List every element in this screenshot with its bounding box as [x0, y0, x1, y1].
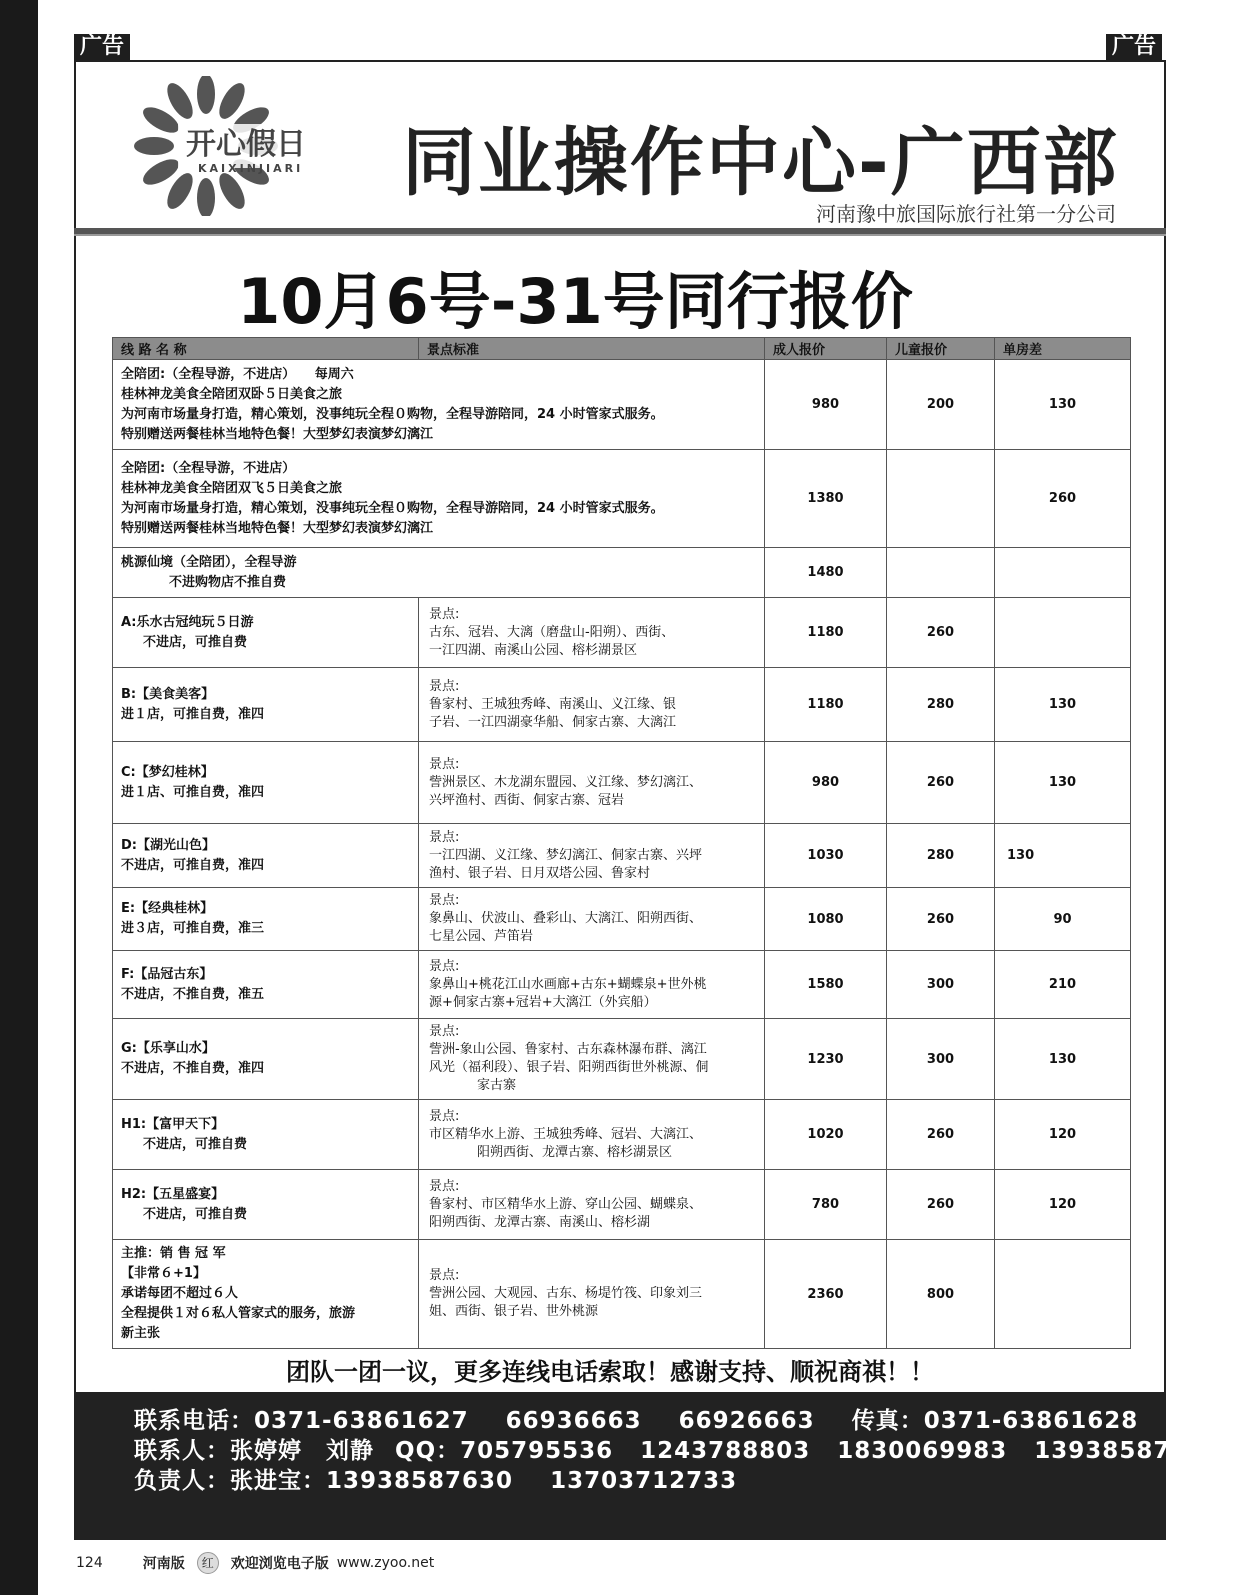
scenic-line: 象鼻山、伏波山、叠彩山、大漓江、阳朔西街、 — [429, 911, 703, 926]
scenic-line: 风光（福利段）、银子岩、阳朔西街世外桃源、侗 — [429, 1060, 709, 1075]
scenic-cell — [419, 668, 765, 742]
route-line: 进１店、可推自费，准四 — [121, 784, 265, 800]
manager: 负责人：张进宝：13938587630 — [134, 1468, 514, 1494]
route-line: 桂林神龙美食全陪团双飞５日美食之旅 — [121, 480, 343, 496]
route-line: E:【经典桂林】 — [121, 901, 214, 916]
phone-3: 66926663 — [678, 1408, 815, 1434]
scenic-cell — [419, 1170, 765, 1240]
page-footer — [76, 1552, 434, 1574]
adult-price: 1380 — [765, 450, 887, 548]
kaixinjiari-logo — [116, 76, 376, 216]
scenic-cell — [419, 951, 765, 1019]
scenic-line: 子岩、一江四湖豪华船、侗家古寨、大漓江 — [429, 714, 677, 730]
adult-price: 1080 — [765, 888, 887, 951]
scenic-line: 景点: — [429, 606, 460, 622]
scenic-cell — [419, 888, 765, 951]
child-price: 300 — [887, 951, 995, 1019]
route-line: F:【品冠古东】 — [121, 966, 213, 982]
table-row — [113, 668, 1131, 742]
qq-1: QQ：705795536 — [395, 1438, 614, 1464]
table-row — [113, 1240, 1131, 1349]
contact-persons: 联系人：张婷婷 刘静 — [134, 1438, 374, 1464]
scenic-cell — [419, 598, 765, 668]
route-line: 不进店，可推自费，准四 — [121, 857, 265, 873]
child-price: 800 — [887, 1240, 995, 1349]
header-scenic: 景点标准 — [419, 338, 765, 360]
contact-person-line — [134, 1436, 1222, 1466]
child-price: 260 — [887, 1100, 995, 1170]
manager-phone-2: 13703712733 — [550, 1468, 738, 1494]
scenic-line: 訾洲公园、大观园、古东、杨堤竹筏、印象刘三 — [429, 1286, 703, 1301]
single-supplement: 130 — [995, 824, 1131, 888]
table-row — [113, 1019, 1131, 1100]
ad-tag-left: 广告 — [74, 34, 130, 60]
route-line: 全陪团:（全程导游，不进店） 每周六 — [121, 366, 354, 382]
route-cell — [113, 824, 419, 888]
scenic-line: 七星公园、芦笛岩 — [429, 929, 534, 944]
scenic-line: 景点: — [429, 1268, 460, 1283]
scenic-line: 景点: — [429, 829, 460, 845]
route-line: 【非常６+1】 — [121, 1266, 206, 1281]
adult-price: 780 — [765, 1170, 887, 1240]
scenic-line: 鲁家村、王城独秀峰、南溪山、义江缘、银 — [429, 696, 677, 712]
single-supplement: 120 — [995, 1100, 1131, 1170]
adult-price: 1230 — [765, 1019, 887, 1100]
table-row — [113, 824, 1131, 888]
ad-tag-right: 广告 — [1106, 34, 1162, 60]
contact-block — [74, 1392, 1222, 1540]
single-supplement: 130 — [995, 360, 1131, 450]
table-row — [113, 450, 1131, 548]
route-line: B:【美食美客】 — [121, 686, 215, 702]
table-row — [113, 1170, 1131, 1240]
route-line: D:【湖光山色】 — [121, 837, 215, 853]
route-line: 为河南市场量身打造，精心策划，没事纯玩全程０购物，全程导游陪同，24 小时管家式服务。 — [121, 406, 664, 422]
qq-3: 1830069983 — [837, 1438, 1008, 1464]
child-price: 280 — [887, 668, 995, 742]
scenic-cell — [419, 1100, 765, 1170]
contact-phone-line — [134, 1406, 1166, 1436]
route-line: 新主张 — [121, 1326, 161, 1341]
route-line: 不进店，不推自费，准四 — [121, 1061, 265, 1076]
child-price: 200 — [887, 360, 995, 450]
page-number: 124 — [76, 1555, 103, 1571]
adult-price: 1180 — [765, 668, 887, 742]
slogan: 团队一团一议，更多连线电话索取！感谢支持、顺祝商祺！！ — [286, 1358, 934, 1386]
table-row — [113, 951, 1131, 1019]
header-adult: 成人报价 — [765, 338, 887, 360]
child-price: 260 — [887, 1170, 995, 1240]
route-cell — [113, 1019, 419, 1100]
route-line: 不进购物店不推自费 — [169, 574, 287, 590]
route-line: 为河南市场量身打造，精心策划，没事纯玩全程０购物，全程导游陪同，24 小时管家式服务。 — [121, 500, 664, 516]
table-header-row — [113, 338, 1131, 360]
scenic-line: 古东、冠岩、大漓（磨盘山-阳朔）、西街、 — [429, 624, 675, 640]
route-cell — [113, 1170, 419, 1240]
single-supplement: 260 — [995, 450, 1131, 548]
single-supplement — [995, 1240, 1131, 1349]
scenic-line: 景点: — [429, 893, 460, 908]
route-line: 主推：销 售 冠 军 — [121, 1246, 226, 1261]
table-row — [113, 742, 1131, 824]
phone-2: 66936663 — [505, 1408, 642, 1434]
route-cell — [113, 742, 419, 824]
route-cell — [113, 548, 765, 598]
scenic-line: 象鼻山+桃花江山水画廊+古东+蝴蝶泉+世外桃 — [429, 976, 707, 992]
route-cell — [113, 951, 419, 1019]
route-line: 进１店，可推自费，准四 — [121, 706, 265, 722]
table-row — [113, 1100, 1131, 1170]
single-supplement: 120 — [995, 1170, 1131, 1240]
child-price — [887, 548, 995, 598]
scenic-line: 景点: — [429, 756, 460, 772]
route-cell — [113, 888, 419, 951]
logo-en-text: KAIXINJIARI — [198, 162, 304, 175]
single-supplement: 130 — [995, 742, 1131, 824]
single-supplement: 130 — [995, 1019, 1131, 1100]
scenic-line: 鲁家村、市区精华水上游、穿山公园、蝴蝶泉、 — [429, 1196, 703, 1212]
route-line: 进３店，可推自费，准三 — [121, 921, 265, 936]
adult-price: 1030 — [765, 824, 887, 888]
single-supplement: 130 — [995, 668, 1131, 742]
header-single: 单房差 — [995, 338, 1131, 360]
fax: 传真：0371-63861628 — [851, 1408, 1139, 1434]
scenic-line: 源+侗家古寨+冠岩+大漓江（外宾船） — [429, 994, 657, 1010]
scenic-line: 景点: — [429, 958, 460, 974]
main-title: 同业操作中心-广西部 — [402, 120, 1119, 206]
route-line: 不进店，可推自费 — [143, 634, 248, 650]
adult-price: 980 — [765, 742, 887, 824]
scenic-line: 阳朔西街、龙潭古寨、榕杉湖景区 — [477, 1144, 673, 1160]
qq-2: 1243788803 — [640, 1438, 811, 1464]
scenic-line: 景点: — [429, 1108, 460, 1124]
route-cell — [113, 1240, 419, 1349]
route-line: 桂林神龙美食全陪团双卧５日美食之旅 — [121, 386, 343, 402]
child-price: 260 — [887, 888, 995, 951]
phone-main: 联系电话：0371-63861627 — [134, 1408, 469, 1434]
header-route: 线 路 名 称 — [113, 338, 419, 360]
scenic-cell — [419, 824, 765, 888]
edition-badge: 红 — [197, 1552, 219, 1574]
table-row — [113, 888, 1131, 951]
scenic-line: 景点: — [429, 1178, 460, 1194]
route-line: 桃源仙境（全陪团），全程导游 — [121, 554, 297, 570]
route-line: 承诺每团不超过６人 — [121, 1286, 239, 1301]
route-line: 不进店，不推自费，准五 — [121, 986, 265, 1002]
scenic-line: 家古寨 — [477, 1078, 517, 1093]
route-line: 全陪团:（全程导游，不进店） — [121, 460, 296, 476]
route-cell — [113, 1100, 419, 1170]
edition-label: 河南版 — [142, 1556, 185, 1572]
route-cell — [113, 450, 765, 548]
route-line: A:乐水古冠纯玩５日游 — [121, 614, 254, 630]
scenic-line: 阳朔西街、龙潭古寨、南溪山、榕杉湖 — [429, 1214, 651, 1230]
scenic-line: 訾洲-象山公园、鲁家村、古东森林瀑布群、漓江 — [429, 1042, 707, 1057]
single-supplement: 90 — [995, 888, 1131, 951]
scenic-line: 姐、西街、银子岩、世外桃源 — [429, 1304, 599, 1319]
child-price: 260 — [887, 742, 995, 824]
ad-header — [76, 62, 1164, 230]
adult-price: 1020 — [765, 1100, 887, 1170]
route-line: H1:【富甲天下】 — [121, 1116, 225, 1132]
scenic-line: 景点: — [429, 678, 460, 694]
single-supplement — [995, 548, 1131, 598]
scenic-line: 訾洲景区、木龙湖东盟园、义江缘、梦幻漓江、 — [429, 774, 703, 790]
subcompany-name: 河南豫中旅国际旅行社第一分公司 — [816, 202, 1116, 226]
header-child: 儿童报价 — [887, 338, 995, 360]
contact-manager-line — [134, 1466, 1166, 1496]
route-line: H2:【五星盛宴】 — [121, 1186, 225, 1202]
header-divider — [74, 228, 1166, 236]
scenic-line: 景点: — [429, 1024, 460, 1039]
single-supplement: 210 — [995, 951, 1131, 1019]
period-title: 10月6号-31号同行报价 — [237, 265, 913, 338]
child-price: 300 — [887, 1019, 995, 1100]
route-line: G:【乐享山水】 — [121, 1041, 215, 1056]
route-line: 全程提供１对６私人管家式的服务，旅游 — [121, 1306, 356, 1321]
left-edge-strip — [0, 0, 38, 1595]
scenic-cell — [419, 1019, 765, 1100]
route-line: 不进店，可推自费 — [143, 1206, 248, 1222]
scenic-line: 一江四湖、义江缘、梦幻漓江、侗家古寨、兴坪 — [429, 847, 703, 863]
route-cell — [113, 360, 765, 450]
route-line: 不进店，可推自费 — [143, 1136, 248, 1152]
qq-4: 13938587630 — [1034, 1438, 1222, 1464]
table-row — [113, 548, 1131, 598]
child-price: 280 — [887, 824, 995, 888]
child-price: 260 — [887, 598, 995, 668]
route-line: C:【梦幻桂林】 — [121, 764, 214, 780]
table-row — [113, 360, 1131, 450]
adult-price: 1180 — [765, 598, 887, 668]
scenic-line: 兴坪渔村、西街、侗家古寨、冠岩 — [429, 792, 625, 808]
price-table — [112, 337, 1131, 1349]
child-price — [887, 450, 995, 548]
route-cell — [113, 598, 419, 668]
scenic-cell — [419, 742, 765, 824]
adult-price: 2360 — [765, 1240, 887, 1349]
scenic-line: 一江四湖、南溪山公园、榕杉湖景区 — [429, 642, 638, 658]
welcome-text: 欢迎浏览电子版 — [230, 1556, 329, 1572]
scenic-line: 市区精华水上游、王城独秀峰、冠岩、大漓江、 — [429, 1126, 703, 1142]
route-cell — [113, 668, 419, 742]
adult-price: 1480 — [765, 548, 887, 598]
adult-price: 1580 — [765, 951, 887, 1019]
logo-cn-text: 开心假日 — [186, 127, 306, 162]
scenic-cell — [419, 1240, 765, 1349]
site-url[interactable]: www.zyoo.net — [336, 1555, 435, 1571]
route-line: 特别赠送两餐桂林当地特色餐！大型梦幻表演梦幻漓江 — [121, 426, 434, 442]
adult-price: 980 — [765, 360, 887, 450]
route-line: 特别赠送两餐桂林当地特色餐！大型梦幻表演梦幻漓江 — [121, 520, 434, 536]
single-supplement — [995, 598, 1131, 668]
table-row — [113, 598, 1131, 668]
scenic-line: 渔村、银子岩、日月双塔公园、鲁家村 — [429, 865, 651, 881]
